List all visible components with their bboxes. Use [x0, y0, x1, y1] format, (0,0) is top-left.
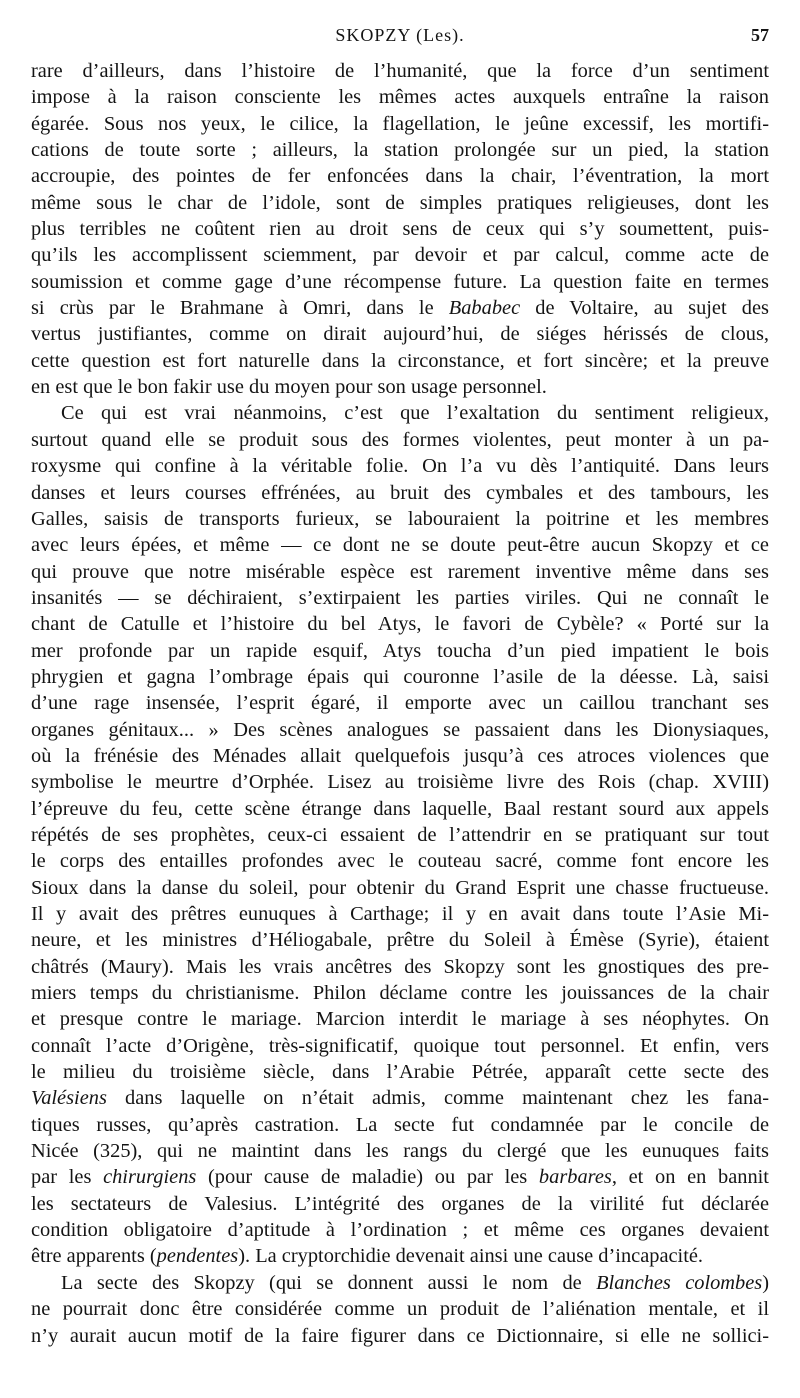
- text-line: phrygien et gagna l’ombrage épais qui couronne l’asile de la déesse. Là, saisi: [31, 665, 769, 688]
- text-line: [31, 1085, 769, 1111]
- italic-term: chirurgiens: [103, 1166, 197, 1189]
- italic-term: Blanches colombes: [596, 1271, 763, 1294]
- text-line: [31, 1270, 769, 1296]
- text-line: ne pourrait donc être considérée comme un produit de l’aliénation mentale, et il: [31, 1298, 769, 1321]
- text-line: organes génitaux... » Des scènes analogues se passaient dans les Dionysiaques,: [31, 718, 769, 741]
- text-line: châtrés (Maury). Mais les vrais ancêtres des Skopzy sont les gnostiques des pre-: [31, 955, 769, 978]
- text-line: impose à la raison consciente les mêmes actes auxquels entraîne la raison: [31, 86, 769, 109]
- text-line: où la frénésie des Ménades allait quelquefois jusqu’à ces atroces violences que: [31, 744, 769, 767]
- text-line: qui prouve que notre misérable espèce est rarement inventive même dans ses: [31, 560, 769, 583]
- text-line: le milieu du troisième siècle, dans l’Arabie Pétrée, apparaît cette secte des: [31, 1061, 769, 1084]
- text-line: même sous le char de l’idole, sont de simples pratiques religieuses, dont les: [31, 191, 769, 214]
- text-line: tiques russes, qu’après castration. La secte fut condamnée par le concile de: [31, 1113, 769, 1136]
- running-title: SKOPZY (Les).: [335, 25, 465, 45]
- text-line: symbolise le meurtre d’Orphée. Lisez au troisième livre des Rois (chap. XVIII): [31, 771, 769, 794]
- text-line: répétés de ses prophètes, ceux-ci essaient de l’attendrir en se pratiquant sur tout: [31, 823, 769, 846]
- text-span: être apparents (: [31, 1245, 157, 1268]
- text-line: Galles, saisis de transports furieux, se labouraient la poitrine et les membres: [31, 507, 769, 530]
- text-line: qu’ils les accomplissent sciemment, par devoir et par calcul, comme acte de: [31, 244, 769, 267]
- page-number: 57: [751, 25, 769, 45]
- text-line: vertus justifiantes, comme on dirait aujourd’hui, de siéges hérissés de clous,: [31, 323, 769, 346]
- text-line: Ce qui est vrai néanmoins, c’est que l’exaltation du sentiment religieux,: [61, 402, 769, 425]
- text-line: chant de Catulle et l’histoire du bel Atys, le favori de Cybèle? « Porté sur la: [31, 613, 769, 636]
- text-line: insanités — se déchiraient, s’extirpaient les parties viriles. Qui ne connaît le: [31, 586, 769, 609]
- text-span: ): [762, 1271, 769, 1294]
- text-line: n’y aurait aucun motif de la faire figurer dans ce Dictionnaire, si elle ne sollici-: [31, 1324, 769, 1347]
- page-header: [31, 0, 769, 45]
- text-line: Nicée (325), qui ne maintint dans les rangs du clergé que les eunuques faits: [31, 1140, 769, 1163]
- text-line: accroupie, des pointes de fer enfoncées dans la chair, l’éventration, la mort: [31, 165, 769, 188]
- text-line: Il y avait des prêtres eunuques à Carthage; il y en avait dans toute l’Asie Mi-: [31, 903, 769, 925]
- text-span: La secte des Skopzy (qui se donnent aussi le nom de: [61, 1271, 597, 1294]
- text-line: le corps des entailles profondes avec le couteau sacré, comme font encore les: [31, 850, 769, 873]
- text-line: [31, 295, 769, 321]
- body-text: [31, 58, 769, 1349]
- italic-term: pendentes: [156, 1245, 239, 1268]
- text-line: mer profonde par un rapide esquif, Atys toucha d’un pied impatient le bois: [31, 639, 769, 662]
- text-line: cations de toute sorte ; ailleurs, la station prolongée sur un pied, la station: [31, 139, 769, 162]
- text-line: et presque contre le mariage. Marcion interdit le mariage à ses néophytes. On: [31, 1008, 769, 1031]
- text-span: si crùs par le Brahmane à Omri, dans le: [31, 297, 449, 320]
- text-line: l’épreuve du feu, cette scène étrange dans laquelle, Baal restant sourd aux appels: [31, 797, 769, 820]
- text-span: (pour cause de maladie) ou par les: [196, 1166, 539, 1189]
- text-line: Sioux dans la danse du soleil, pour obtenir du Grand Esprit une chasse fructueuse.: [31, 876, 769, 899]
- text-line: condition obligatoire d’aptitude à l’ordination ; et même ces organes devaient: [31, 1219, 769, 1242]
- text-span: , et on en bannit: [611, 1166, 769, 1189]
- text-span: ). La cryptorchidie devenait ainsi une cause d’incapacité.: [238, 1245, 704, 1268]
- text-line: égarée. Sous nos yeux, le cilice, la flagellation, le jeûne excessif, les mortifi-: [31, 112, 769, 135]
- italic-term: barbares: [538, 1166, 612, 1189]
- text-line: roxysme qui confine à la véritable folie. On l’a vu dès l’antiquité. Dans leurs: [31, 455, 769, 478]
- text-line: soumission et comme gage d’une récompense future. La question faite en termes: [31, 270, 769, 293]
- text-line: neure, et les ministres d’Héliogabale, prêtre du Soleil à Émèse (Syrie), étaient: [31, 929, 769, 952]
- text-line: avec leurs épées, et même — ce dont ne se doute peut-être aucun Skopzy et ce: [31, 534, 769, 557]
- text-line: connaît l’acte d’Origène, très-significatif, quoique tout personnel. Et enfin, vers: [31, 1034, 769, 1057]
- italic-term: Valésiens: [31, 1087, 107, 1110]
- text-span: par les: [31, 1166, 104, 1189]
- italic-term: Bababec: [448, 297, 521, 320]
- text-line: surtout quand elle se produit sous des formes violentes, peut monter à un pa-: [31, 428, 769, 451]
- text-span: de Voltaire, au sujet des: [520, 297, 769, 320]
- text-line: plus terribles ne coûtent rien au droit sens de ceux qui s’y soumettent, puis-: [31, 218, 769, 241]
- text-line: cette question est fort naturelle dans la circonstance, et fort sincère; et la preuve: [31, 349, 769, 372]
- text-line: [31, 1243, 769, 1269]
- text-line: rare d’ailleurs, dans l’histoire de l’humanité, que la force d’un sentiment: [31, 60, 769, 82]
- text-line: d’une rage insensée, l’esprit égaré, il emporte avec un caillou tranchant ses: [31, 692, 769, 715]
- text-line: [31, 1164, 769, 1190]
- text-line: les sectateurs de Valesius. L’intégrité des organes de la virilité fut déclarée: [31, 1192, 769, 1215]
- text-line: danses et leurs courses effrénées, au bruit des cymbales et des tambours, les: [31, 481, 769, 504]
- text-line: en est que le bon fakir use du moyen pour son usage personnel.: [31, 376, 547, 399]
- text-line: miers temps du christianisme. Philon déclame contre les jouissances de la chair: [31, 982, 769, 1005]
- text-span: dans laquelle on n’était admis, comme maintenant chez les fana-: [106, 1087, 769, 1110]
